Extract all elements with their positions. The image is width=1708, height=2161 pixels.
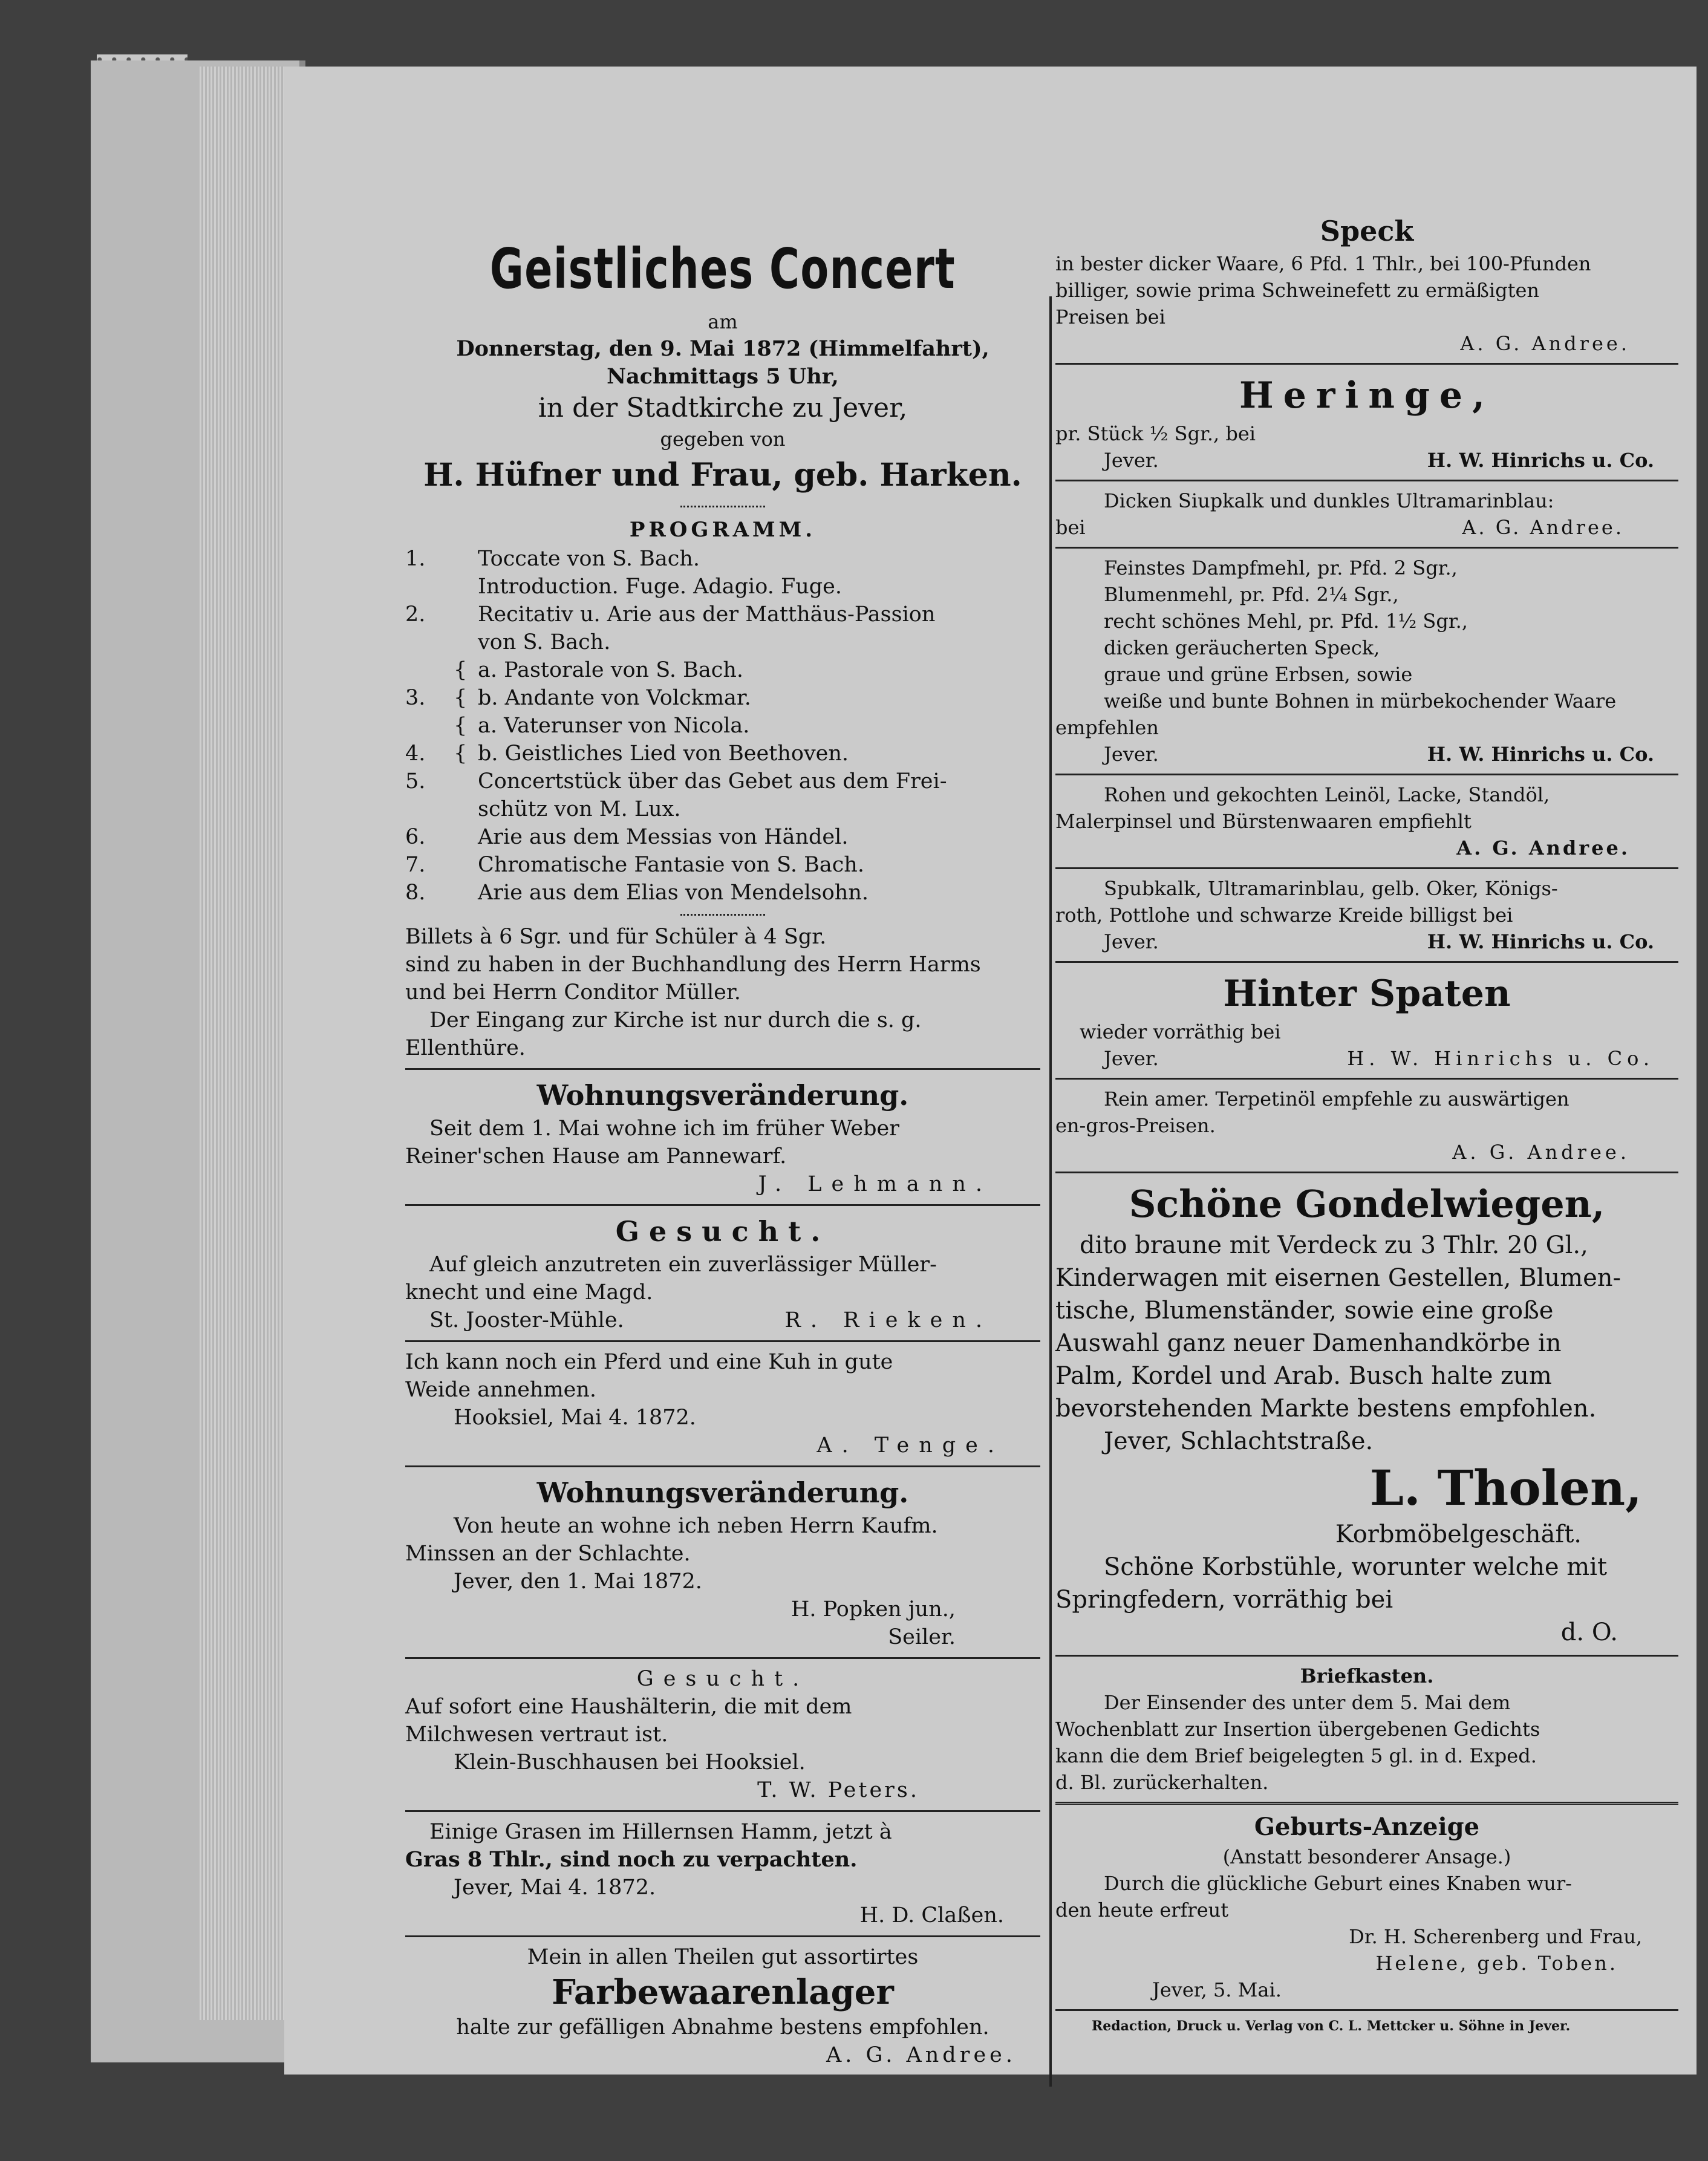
program-item-brace: { [454,714,468,738]
ad-signature: A. G. Andree. [826,2043,1016,2067]
page-edges [200,67,296,2020]
ad-heading: Farbewaarenlager [552,1972,894,2012]
ad-line: wieder vorräthig bei [1080,1020,1281,1043]
ad-place: Jever. [1104,930,1159,953]
ad-signature: A. G. Andree. [1456,836,1630,859]
gondel-ad [1055,1179,1678,1649]
program-item [405,545,1040,573]
leinoel-ad [1055,781,1678,861]
spaten-ad [1055,969,1678,1072]
ad-signature-row [1055,1045,1678,1072]
concert-date: Donnerstag, den 9. Mai 1872 (Himmelfahrt), [456,336,989,361]
ad-line: Mein in allen Theilen gut assortirtes [527,1945,919,1969]
ad-line: Springfedern, vorräthig bei [1055,1586,1393,1614]
ad-signature-row [405,1306,1040,1334]
ad-line: (Anstatt besonderer Ansage.) [1222,1845,1511,1868]
ad-signature: A. Tenge. [817,1433,1004,1458]
ad-place: Jever. [1104,743,1159,766]
rule [1055,1172,1678,1173]
program-item [405,740,1040,768]
program-item-text: von S. Bach. [478,630,611,654]
ad-signature: A. G. Andree. [1460,332,1630,355]
ad-line: roth, Pottlohe und schwarze Kreide billigst bei [1055,904,1513,927]
briefkasten [1055,1663,1678,1796]
rule [1055,1078,1678,1080]
program-item-number: 3. [405,686,426,710]
program-item-text: Chromatische Fantasie von S. Bach. [478,853,864,877]
newspaper-page [284,67,1697,2075]
ad-line: Jever, den 1. Mai 1872. [454,1569,702,1594]
program-item-brace [454,851,478,879]
ad-line: Kinderwagen mit eisernen Gestellen, Blumen- [1055,1264,1622,1292]
pferd-ad [405,1348,1040,1459]
ad-line: Weide annehmen. [405,1378,597,1402]
program-item-number: 6. [405,825,426,849]
program-item [405,573,1040,601]
ad-signature-row [1055,447,1678,474]
program-item [405,879,1040,907]
ad-heading: Heringe, [1239,374,1494,417]
program-item [405,656,1040,684]
rule [405,1068,1040,1070]
rule [1055,1802,1678,1805]
ad-line: dicken geräucherten Speck, [1104,636,1380,659]
program-item-text: Arie aus dem Elias von Mendelsohn. [478,881,869,905]
program-item-text: Concertstück über das Gebet aus dem Frei- [478,769,947,794]
ornament-divider [680,506,765,507]
terpentin-ad [1055,1086,1678,1165]
ad-line: Blumenmehl, pr. Pfd. 2¼ Sgr., [1104,583,1399,606]
ad-line: weiße und bunte Bohnen in mürbekochender Waare [1104,689,1617,712]
ad-line: in bester dicker Waare, 6 Pfd. 1 Thlr., bei 100-Pfunden [1055,252,1591,275]
siupkalk-ad [1055,487,1678,541]
ad-place: Jever. [1104,1047,1159,1070]
ornament-divider [680,914,765,916]
ad-line: Klein-Buschhausen bei Hooksiel. [454,1750,806,1775]
ad-line: billiger, sowie prima Schweinefett zu ermäßigten [1055,279,1540,302]
program-item-number [405,656,454,684]
rule [1055,363,1678,365]
program-item-brace [454,601,478,628]
program-item-text: b. Andante von Volckmar. [478,686,751,710]
concert-time: Nachmittags 5 Uhr, [607,364,839,389]
ad-line: Ich kann noch ein Pferd und eine Kuh in gute [405,1350,893,1374]
program-item-brace: { [454,658,468,682]
ad-signature-row [1055,741,1678,768]
ad-line: dito braune mit Verdeck zu 3 Thlr. 20 Gl., [1080,1231,1588,1259]
program-item [405,628,1040,656]
program-item-number [405,795,454,823]
farbe-ad [405,1943,1040,2069]
ad-signature: H. D. Claßen. [859,1903,1004,1928]
program-item-number: 7. [405,853,426,877]
ad-line: Der Einsender des unter dem 5. Mai dem [1104,1691,1511,1714]
ad-signature: J. Lehmann. [758,1172,992,1196]
entry-line: Der Eingang zur Kirche ist nur durch die s. g. [429,1008,922,1032]
ad-signature: H. W. Hinrichs u. Co. [1427,930,1654,953]
ad-line: Einige Grasen im Hillernsen Hamm, jetzt à [429,1820,892,1844]
ad-line: Minssen an der Schlachte. [405,1542,691,1566]
ad-line: en-gros-Preisen. [1055,1114,1216,1137]
ad-signature: Dr. H. Scherenberg und Frau, [1349,1925,1642,1948]
program-item-brace: { [454,686,468,710]
billets-line: Billets à 6 Sgr. und für Schüler à 4 Sgr. [405,925,827,949]
imprint: Redaction, Druck u. Verlag von C. L. Mettcker u. Söhne in Jever. [1092,2018,1571,2034]
rule [405,1465,1040,1467]
program-item-number [405,628,454,656]
ad-heading: Geburts-Anzeige [1254,1813,1480,1841]
ad-line: Jever, Schlachtstraße. [1104,1427,1374,1455]
program-item [405,851,1040,879]
program-item [405,684,1040,712]
program-item-text: a. Vaterunser von Nicola. [478,714,750,738]
ad-line: graue und grüne Erbsen, sowie [1104,663,1413,686]
ad-line: Gras 8 Thlr., sind noch zu verpachten. [405,1847,858,1872]
program-item-text: a. Pastorale von S. Bach. [478,658,744,682]
ad-signature: H. W. Hinrichs u. Co. [1427,743,1654,766]
right-column [1055,212,1678,2035]
ad-line: Rohen und gekochten Leinöl, Lacke, Standöl, [1104,783,1550,806]
ad-heading: Wohnungsveränderung. [536,1079,909,1112]
rule [1055,480,1678,481]
gesucht-ad-1 [405,1212,1040,1334]
program-item [405,823,1040,851]
program-item-number [405,712,454,740]
concert-performers: H. Hüfner und Frau, geb. Harken. [423,457,1022,494]
program-item-text: Toccate von S. Bach. [478,547,700,571]
concert-title: Geistliches Concert [489,236,956,301]
program-list [405,545,1040,907]
ad-line: Auf gleich anzutreten ein zuverlässiger Müller- [429,1253,937,1277]
wohnung-ad-2 [405,1473,1040,1651]
program-item-text: schütz von M. Lux. [478,797,681,821]
ad-line: Dicken Siupkalk und dunkles Ultramarinblau: [1104,489,1554,512]
ad-line: Auswahl ganz neuer Damenhandkörbe in [1055,1329,1562,1357]
program-item-text: Recitativ u. Arie aus der Matthäus-Passion [478,602,936,627]
program-item [405,712,1040,740]
ad-signature: T. W. Peters. [757,1778,919,1802]
ad-heading: Gesucht. [615,1215,830,1248]
ad-signature: H. Popken jun., [790,1597,956,1622]
ad-line: Rein amer. Terpetinöl empfehle zu auswärtigen [1104,1087,1569,1110]
concert-given: gegeben von [660,428,786,451]
rule [1055,774,1678,775]
ad-business-name: L. Tholen, [1369,1459,1642,1516]
rule [405,1340,1040,1342]
program-item-brace [454,795,478,823]
program-item-number [405,573,454,601]
ad-line: tische, Blumenständer, sowie eine große [1055,1297,1554,1325]
program-item-brace: { [454,742,468,766]
program-item [405,795,1040,823]
program-item-brace [454,768,478,795]
ad-line: bei [1055,516,1086,539]
ad-heading: Gesucht. [636,1667,809,1691]
rule [405,1657,1040,1659]
ad-signature: Seiler. [888,1625,956,1649]
program-item-brace [454,545,478,573]
ad-signature: R. Rieken. [784,1308,992,1332]
ad-line: Spubkalk, Ultramarinblau, gelb. Oker, Königs- [1104,877,1558,900]
concert-ad [405,230,1040,1062]
rule [405,1810,1040,1812]
ad-signature: d. O. [1560,1618,1618,1646]
program-label: PROGRAMM. [629,518,817,542]
ad-line: Korbmöbelgeschäft. [1335,1521,1582,1548]
heringe-ad [1055,371,1678,474]
program-item-brace [454,823,478,851]
ad-signature: A. G. Andree. [1462,516,1624,539]
program-item [405,768,1040,795]
billets-line: und bei Herrn Conditor Müller. [405,980,741,1005]
program-item-number: 2. [405,602,426,627]
rule [1055,867,1678,869]
ad-line: Preisen bei [1055,305,1165,328]
ad-line: Jever, Mai 4. 1872. [454,1876,656,1900]
ad-heading: Briefkasten. [1300,1664,1434,1687]
ad-line: kann die dem Brief beigelegten 5 gl. in d. Exped. [1055,1744,1537,1767]
entry-line: Ellenthüre. [405,1036,526,1060]
ad-signature: H. W. Hinrichs u. Co. [1427,449,1654,472]
gesucht-ad-2 [405,1665,1040,1804]
ad-line: halte zur gefälligen Abnahme bestens empfohlen. [456,2015,989,2039]
grasen-ad [405,1818,1040,1929]
column-divider [1049,296,1052,2087]
program-item-number: 8. [405,881,426,905]
rule [405,1935,1040,1937]
rule [1055,547,1678,549]
ad-place: Jever. [1104,449,1159,472]
ad-heading: Schöne Gondelwiegen, [1129,1182,1605,1226]
ad-line: Feinstes Dampfmehl, pr. Pfd. 2 Sgr., [1104,556,1458,579]
ad-line: Malerpinsel und Bürstenwaaren empfiehlt [1055,810,1472,833]
ad-line: den heute erfreut [1055,1899,1229,1921]
ad-line: Seit dem 1. Mai wohne ich im früher Weber [429,1116,899,1141]
ad-heading: Hinter Spaten [1223,973,1511,1015]
ad-line: Hooksiel, Mai 4. 1872. [454,1406,696,1430]
program-item-brace [454,628,478,656]
ad-heading: Wohnungsveränderung. [536,1476,909,1509]
ad-line: Milchwesen vertraut ist. [405,1723,668,1747]
ad-line: pr. Stück ½ Sgr., bei [1055,422,1256,445]
program-item [405,601,1040,628]
geburts-anzeige [1055,1811,1678,2003]
left-column [405,230,1040,2069]
rule [1055,2009,1678,2011]
ad-signature-row [1055,928,1678,955]
ad-signature: Helene, geb. Toben. [1375,1952,1618,1975]
mehl-ad [1055,555,1678,768]
ad-heading: Speck [1320,215,1414,247]
program-item-number: 5. [405,769,426,794]
ad-line: knecht und eine Magd. [405,1280,653,1305]
ad-line: Wochenblatt zur Insertion übergebenen Gedichts [1055,1718,1540,1741]
rule [1055,961,1678,963]
spubkalk-ad [1055,875,1678,955]
program-item-number: 1. [405,547,426,571]
ad-line: Von heute an wohne ich neben Herrn Kaufm. [454,1514,938,1538]
ad-line: Reiner'schen Hause am Pannewarf. [405,1144,787,1169]
ad-line: bevorstehenden Markte bestens empfohlen. [1055,1395,1597,1423]
speck-ad [1055,212,1678,357]
ad-line: d. Bl. zurückerhalten. [1055,1771,1269,1794]
program-item-text: b. Geistliches Lied von Beethoven. [478,742,849,766]
ad-signature: H. W. Hinrichs u. Co. [1347,1047,1654,1070]
ad-line: Jever, 5. Mai. [1152,1978,1282,2001]
ad-line: Durch die glückliche Geburt eines Knaben wur- [1104,1872,1572,1895]
rule [1055,1655,1678,1657]
ad-line: empfehlen [1055,716,1159,739]
concert-place: in der Stadtkirche zu Jever, [538,393,908,423]
concert-am: am [708,310,738,333]
program-item-brace [454,879,478,907]
rule [405,1204,1040,1206]
ad-line: Schöne Korbstühle, worunter welche mit [1104,1553,1608,1581]
program-item-brace [454,573,478,601]
ad-line: recht schönes Mehl, pr. Pfd. 1½ Sgr., [1104,610,1468,633]
billets-line: sind zu haben in der Buchhandlung des Herrn Harms [405,953,981,977]
ad-line: Palm, Kordel und Arab. Busch halte zum [1055,1362,1552,1390]
ad-signature: A. G. Andree. [1452,1141,1630,1164]
wohnung-ad-1 [405,1076,1040,1198]
program-item-text: Arie aus dem Messias von Händel. [478,825,849,849]
ad-line: Auf sofort eine Haushälterin, die mit dem [405,1695,852,1719]
program-item-text: Introduction. Fuge. Adagio. Fuge. [478,575,843,599]
program-item-number: 4. [405,742,426,766]
ad-place: St. Jooster-Mühle. [429,1308,624,1332]
